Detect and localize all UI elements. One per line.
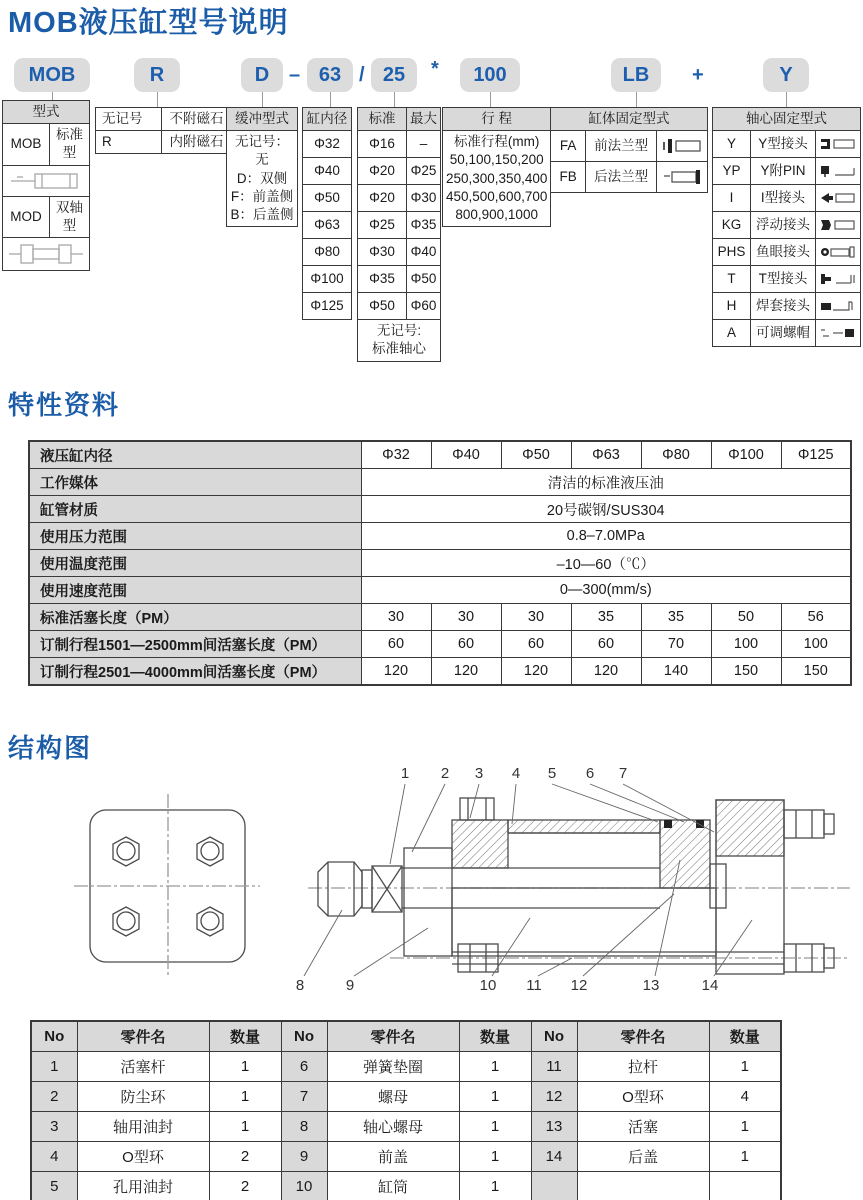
cell: Y型接头 xyxy=(751,131,816,158)
cell: Φ50 xyxy=(501,441,571,469)
col-header: No xyxy=(281,1021,327,1052)
table-row xyxy=(551,162,708,193)
connector-line xyxy=(157,92,158,107)
part-no: 7 xyxy=(281,1082,327,1112)
mount-table-header: 缸体固定型式 xyxy=(551,108,708,131)
cell: Φ35 xyxy=(358,266,407,293)
cell: 60 xyxy=(571,631,641,658)
mount-table xyxy=(550,107,708,193)
cell: 内附磁石 xyxy=(162,131,232,154)
callout-label: 2 xyxy=(440,765,450,782)
part-no: 10 xyxy=(281,1172,327,1200)
fisheye-joint-icon xyxy=(816,239,861,266)
y-clevis-icon xyxy=(816,131,861,158)
col-header: 数量 xyxy=(209,1021,281,1052)
rod-table xyxy=(357,107,441,362)
part-qty xyxy=(709,1172,781,1200)
table-row xyxy=(303,239,352,266)
stroke-table xyxy=(442,107,551,227)
model-code-d: D xyxy=(241,58,283,92)
rear-flange-icon xyxy=(657,162,708,193)
cell: 120 xyxy=(571,658,641,686)
table-row xyxy=(713,293,861,320)
part-name: 轴心螺母 xyxy=(327,1112,459,1142)
table-row xyxy=(713,185,861,212)
front-flange-icon xyxy=(657,131,708,162)
part-qty: 2 xyxy=(209,1142,281,1172)
col-header: 零件名 xyxy=(327,1021,459,1052)
cell: FB xyxy=(551,162,586,193)
cell: 焊套接头 xyxy=(751,293,816,320)
part-qty: 1 xyxy=(709,1142,781,1172)
table-row xyxy=(29,604,851,631)
page-title: MOB液压缸型号说明 xyxy=(8,7,289,39)
cell: 双轴型 xyxy=(50,196,90,237)
cell: FA xyxy=(551,131,586,162)
cell: Φ32 xyxy=(361,441,431,469)
cell: Φ63 xyxy=(571,441,641,469)
part-no: 14 xyxy=(531,1142,577,1172)
floating-joint-icon xyxy=(816,212,861,239)
connector-line xyxy=(786,92,787,107)
table-row xyxy=(713,158,861,185)
table-row xyxy=(358,212,441,239)
part-name xyxy=(577,1172,709,1200)
callout-label: 8 xyxy=(295,977,305,994)
cell: 60 xyxy=(431,631,501,658)
cell: T xyxy=(713,266,751,293)
structure-title: 结构图 xyxy=(8,733,93,763)
callout-label: 7 xyxy=(618,765,628,782)
cell: MOD xyxy=(3,196,50,237)
table-row xyxy=(31,1142,781,1172)
stroke-line: 800,900,1000 xyxy=(455,207,538,223)
callout-label: 10 xyxy=(479,977,497,994)
cell: I型接头 xyxy=(751,185,816,212)
cell: H xyxy=(713,293,751,320)
part-no: 11 xyxy=(531,1052,577,1082)
table-row xyxy=(31,1172,781,1200)
table-row xyxy=(303,158,352,185)
cell: 120 xyxy=(361,658,431,686)
callout-label: 3 xyxy=(474,765,484,782)
cell: Φ20 xyxy=(358,158,407,185)
table-row xyxy=(303,293,352,320)
table-row xyxy=(96,131,232,154)
cell: Φ125 xyxy=(781,441,851,469)
table-row xyxy=(358,185,441,212)
parts-table xyxy=(30,1020,782,1200)
table-row xyxy=(358,131,441,158)
cell: Φ32 xyxy=(303,131,352,158)
cell: I xyxy=(713,185,751,212)
specs-table xyxy=(28,440,852,686)
connector-line xyxy=(52,92,53,100)
part-name: 拉杆 xyxy=(577,1052,709,1082)
model-code-slash: / xyxy=(359,64,365,86)
part-no: 5 xyxy=(31,1172,77,1200)
callout-label: 11 xyxy=(526,977,542,994)
table-row xyxy=(713,320,861,347)
table-row xyxy=(29,469,851,496)
cushion-option: 无记号：无 xyxy=(235,134,289,168)
double-rod-cylinder-schematic-icon xyxy=(3,238,90,271)
cell: 后法兰型 xyxy=(586,162,657,193)
model-code-bore: 63 xyxy=(307,58,353,92)
cell: 60 xyxy=(501,631,571,658)
callout-label: 5 xyxy=(547,765,557,782)
table-row xyxy=(358,266,441,293)
connector-line xyxy=(490,92,491,107)
table-row xyxy=(303,266,352,293)
callout-label: 14 xyxy=(701,977,719,994)
model-code-lb: LB xyxy=(611,58,661,92)
cell: 30 xyxy=(361,604,431,631)
type-table xyxy=(2,100,90,271)
cell: 可调螺帽 xyxy=(751,320,816,347)
table-row xyxy=(713,212,861,239)
col-header: No xyxy=(31,1021,77,1052)
cell: 前法兰型 xyxy=(586,131,657,162)
table-row xyxy=(31,1052,781,1082)
cell: Φ63 xyxy=(303,212,352,239)
cell: 标准型 xyxy=(50,124,90,165)
table-row xyxy=(96,108,232,131)
part-no: 4 xyxy=(31,1142,77,1172)
stroke-values xyxy=(443,131,551,227)
part-no: 3 xyxy=(31,1112,77,1142)
table-row xyxy=(713,239,861,266)
cell: 140 xyxy=(641,658,711,686)
stroke-line: 450,500,600,700 xyxy=(446,188,548,204)
table-row xyxy=(29,441,851,469)
part-name: 弹簧垫圈 xyxy=(327,1052,459,1082)
table-row xyxy=(713,131,861,158)
row-label: 订制行程1501—2500mm间活塞长度（PM） xyxy=(29,631,361,658)
table-row xyxy=(551,131,708,162)
cell: R xyxy=(96,131,162,154)
table-row xyxy=(29,523,851,550)
footer-line: 标准轴心 xyxy=(372,341,426,357)
cell: 浮动接头 xyxy=(751,212,816,239)
cell: 0.8–7.0MPa xyxy=(361,523,851,550)
callout-label: 6 xyxy=(585,765,595,782)
part-no xyxy=(531,1172,577,1200)
cell: 150 xyxy=(781,658,851,686)
part-qty: 1 xyxy=(209,1112,281,1142)
row-label: 工作媒体 xyxy=(29,469,361,496)
cell: KG xyxy=(713,212,751,239)
part-qty: 1 xyxy=(459,1112,531,1142)
cell: Φ40 xyxy=(407,239,441,266)
cell: 30 xyxy=(431,604,501,631)
cell: Φ30 xyxy=(407,185,441,212)
table-row xyxy=(358,158,441,185)
callout-label: 13 xyxy=(642,977,660,994)
model-code-rod: 25 xyxy=(371,58,417,92)
cell: Φ125 xyxy=(303,293,352,320)
cell: 70 xyxy=(641,631,711,658)
row-label: 使用速度范围 xyxy=(29,577,361,604)
cell: T型接头 xyxy=(751,266,816,293)
part-qty: 4 xyxy=(709,1082,781,1112)
table-row xyxy=(358,239,441,266)
model-code-plus: + xyxy=(692,64,704,86)
standard-cylinder-schematic-icon xyxy=(3,165,90,196)
bore-table-header: 缸内径 xyxy=(303,108,352,131)
model-code-dash: – xyxy=(289,64,301,86)
stroke-line: 250,300,350,400 xyxy=(446,170,548,186)
col-header: 零件名 xyxy=(577,1021,709,1052)
part-no: 12 xyxy=(531,1082,577,1112)
model-code-mob: MOB xyxy=(14,58,90,92)
row-label: 使用压力范围 xyxy=(29,523,361,550)
cell: 100 xyxy=(711,631,781,658)
cell: A xyxy=(713,320,751,347)
table-row xyxy=(31,1082,781,1112)
table-row xyxy=(29,577,851,604)
part-name: O型环 xyxy=(77,1142,209,1172)
cushion-table xyxy=(226,107,298,227)
row-label: 标准活塞长度（PM） xyxy=(29,604,361,631)
cell: Φ100 xyxy=(711,441,781,469)
t-joint-icon xyxy=(816,266,861,293)
shaft-table xyxy=(712,107,861,347)
connector-line xyxy=(394,92,395,107)
cell: Φ80 xyxy=(303,239,352,266)
cell: 100 xyxy=(781,631,851,658)
table-row xyxy=(3,196,90,237)
model-code-y: Y xyxy=(763,58,809,92)
part-name: 孔用油封 xyxy=(77,1172,209,1200)
adjustable-nut-icon xyxy=(816,320,861,347)
cell: Φ40 xyxy=(431,441,501,469)
cell: Φ20 xyxy=(358,185,407,212)
connector-line xyxy=(262,92,263,107)
cell: MOB xyxy=(3,124,50,165)
col-header: 零件名 xyxy=(77,1021,209,1052)
part-name: 后盖 xyxy=(577,1142,709,1172)
model-code-stroke: 100 xyxy=(460,58,520,92)
cell: PHS xyxy=(713,239,751,266)
table-row xyxy=(358,293,441,320)
cell: 30 xyxy=(501,604,571,631)
model-code-star: * xyxy=(431,58,439,80)
cell: –10—60（℃） xyxy=(361,550,851,577)
part-qty: 1 xyxy=(209,1052,281,1082)
row-label: 缸管材质 xyxy=(29,496,361,523)
part-no: 13 xyxy=(531,1112,577,1142)
cell: Φ50 xyxy=(303,185,352,212)
cell: Φ50 xyxy=(407,266,441,293)
rod-table-header: 最大 xyxy=(407,108,441,131)
y-pin-icon xyxy=(816,158,861,185)
type-table-header: 型式 xyxy=(3,101,90,124)
cell: – xyxy=(407,131,441,158)
cell: Φ40 xyxy=(303,158,352,185)
shaft-table-header: 轴心固定型式 xyxy=(713,108,861,131)
cushion-option: D：双侧 xyxy=(236,170,288,186)
part-qty: 1 xyxy=(459,1052,531,1082)
part-name: 防尘环 xyxy=(77,1082,209,1112)
part-qty: 1 xyxy=(709,1112,781,1142)
table-row xyxy=(303,212,352,239)
connector-line xyxy=(636,92,637,107)
bore-table xyxy=(302,107,352,320)
part-qty: 1 xyxy=(459,1082,531,1112)
cell: 150 xyxy=(711,658,781,686)
cell: Y xyxy=(713,131,751,158)
part-name: 活塞 xyxy=(577,1112,709,1142)
cell: 20号碳钢/SUS304 xyxy=(361,496,851,523)
part-no: 9 xyxy=(281,1142,327,1172)
weld-sleeve-icon xyxy=(816,293,861,320)
part-qty: 1 xyxy=(459,1142,531,1172)
callout-label: 12 xyxy=(570,977,588,994)
col-header: No xyxy=(531,1021,577,1052)
cell: Φ16 xyxy=(358,131,407,158)
part-qty: 1 xyxy=(209,1082,281,1112)
cell: 35 xyxy=(571,604,641,631)
cell: 56 xyxy=(781,604,851,631)
table-row xyxy=(29,496,851,523)
stroke-line: 标准行程(mm) xyxy=(453,134,540,150)
cell: Y附PIN xyxy=(751,158,816,185)
rod-table-header: 标准 xyxy=(358,108,407,131)
cell: 清洁的标准液压油 xyxy=(361,469,851,496)
stroke-line: 50,100,150,200 xyxy=(449,152,544,168)
rod-table-footer xyxy=(358,320,441,361)
table-row xyxy=(29,631,851,658)
stroke-table-header: 行 程 xyxy=(443,108,551,131)
table-row xyxy=(713,266,861,293)
cell: Φ80 xyxy=(641,441,711,469)
cell: 0—300(mm/s) xyxy=(361,577,851,604)
part-qty: 1 xyxy=(709,1052,781,1082)
specs-title: 特性资料 xyxy=(8,390,121,420)
cell: Φ50 xyxy=(358,293,407,320)
part-name: 轴用油封 xyxy=(77,1112,209,1142)
col-header: 数量 xyxy=(709,1021,781,1052)
cell: 不附磁石 xyxy=(162,108,232,131)
cell: 50 xyxy=(711,604,781,631)
cushion-options xyxy=(227,131,298,227)
structure-drawing xyxy=(60,760,860,1010)
row-label: 液压缸内径 xyxy=(29,441,361,469)
cell: 120 xyxy=(501,658,571,686)
cushion-table-header: 缓冲型式 xyxy=(227,108,298,131)
cell: Φ30 xyxy=(358,239,407,266)
part-qty: 1 xyxy=(459,1172,531,1200)
cushion-option: F：前盖侧 xyxy=(230,188,294,204)
part-no: 6 xyxy=(281,1052,327,1082)
cell: Φ100 xyxy=(303,266,352,293)
table-row xyxy=(31,1112,781,1142)
part-no: 2 xyxy=(31,1082,77,1112)
cell: 鱼眼接头 xyxy=(751,239,816,266)
table-header-row xyxy=(31,1021,781,1052)
cell: YP xyxy=(713,158,751,185)
cell: 无记号 xyxy=(96,108,162,131)
cushion-option: B：后盖侧 xyxy=(230,207,294,223)
part-name: 前盖 xyxy=(327,1142,459,1172)
part-no: 8 xyxy=(281,1112,327,1142)
footer-line: 无记号: xyxy=(376,323,422,339)
cell: Φ35 xyxy=(407,212,441,239)
cell: 60 xyxy=(361,631,431,658)
cell: 35 xyxy=(641,604,711,631)
magnet-table xyxy=(95,107,232,154)
callout-label: 4 xyxy=(511,765,521,782)
table-row xyxy=(303,185,352,212)
cell: Φ25 xyxy=(407,158,441,185)
part-no: 1 xyxy=(31,1052,77,1082)
cell: Φ60 xyxy=(407,293,441,320)
part-name: 活塞杆 xyxy=(77,1052,209,1082)
table-row xyxy=(29,658,851,686)
table-row xyxy=(303,131,352,158)
table-row xyxy=(3,124,90,165)
part-name: 缸筒 xyxy=(327,1172,459,1200)
part-qty: 2 xyxy=(209,1172,281,1200)
table-row xyxy=(29,550,851,577)
i-joint-icon xyxy=(816,185,861,212)
part-name: 螺母 xyxy=(327,1082,459,1112)
row-label: 使用温度范围 xyxy=(29,550,361,577)
callout-label: 1 xyxy=(400,765,410,782)
model-code-r: R xyxy=(134,58,180,92)
part-name: O型环 xyxy=(577,1082,709,1112)
cell: Φ25 xyxy=(358,212,407,239)
callout-label: 9 xyxy=(345,977,355,994)
connector-line xyxy=(330,92,331,107)
col-header: 数量 xyxy=(459,1021,531,1052)
cell: 120 xyxy=(431,658,501,686)
row-label: 订制行程2501—4000mm间活塞长度（PM） xyxy=(29,658,361,686)
